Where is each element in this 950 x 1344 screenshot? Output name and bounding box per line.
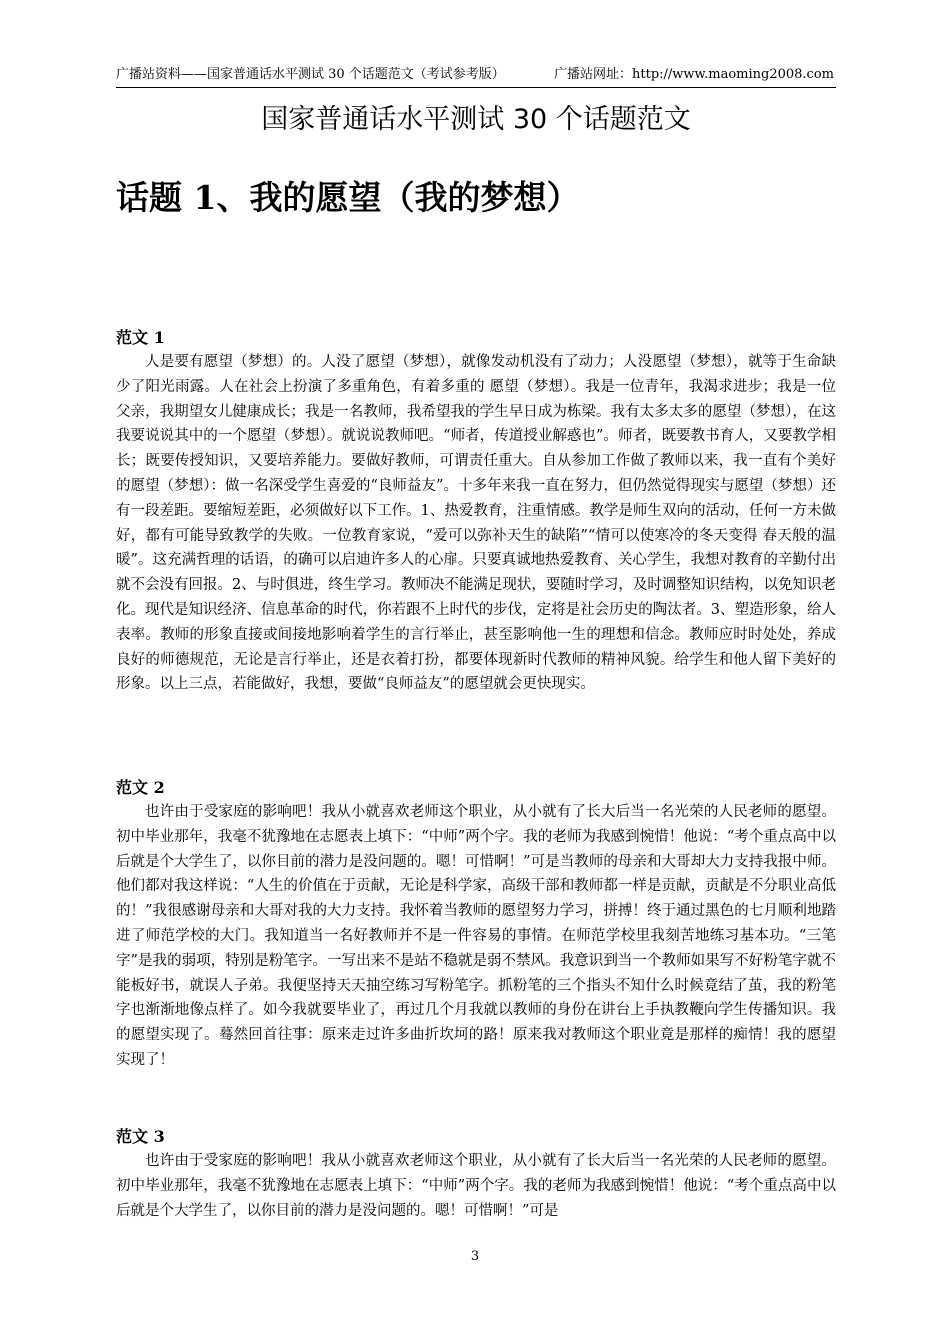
essay-section-2 — [116, 776, 836, 1073]
essay-section-3 — [116, 1125, 836, 1223]
essay-body: 人是要有愿望（梦想）的。人没了愿望（梦想），就像发动机没有了动力；人没愿望（梦想），就等于生命缺少了阳光雨露。人在社会上扮演了多重角色，有着多重的 愿望（梦想）。我是一位青年，我渴求进步；我是一位父亲，我期望女儿健康成长；我是一名教师，我希望我的学生早日成为栋梁。我有太多太多的愿望（梦想），在这我要说说其中的一个愿望（梦想）。就说说教师吧。“师者，传道授业解惑也”。师者，既要教书育人，又要教学相长；既要传授知识，又要培养能力。要做好教师，可谓责任重大。自从参加工作做了教师以来，我一直有个美好的愿望（梦想）：做一名深受学生喜爱的“良师益友”。十多年来我一直在努力，但仍然觉得现实与愿望（梦想）还有一段差距。要缩短差距，必须做好以下工作。1、热爱教育，注重情感。教学是师生双向的活动，任何一方未做好，都有可能导致教学的失败。一位教育家说，“爱可以弥补天生的缺陷”“情可以使寒冷的冬天变得 春天般的温暖”。这充满哲理的话语，的确可以启迪许多人的心扉。只要真诚地热爱教育、关心学生，我想对教育的辛勤付出就不会没有回报。2、与时俱进，终生学习。教师决不能满足现状，要随时学习，及时调整知识结构，以免知识老化。现代是知识经济、信息革命的时代，你若跟不上时代的步伐，定将是社会历史的陶汰者。3、塑造形象，给人表率。教师的形象直接或间接地影响着学生的言行举止，甚至影响他一生的理想和信念。教师应时时处处，养成良好的师德规范，无论是言行举止，还是衣着打扮，都要体现新时代教师的精神风貌。给学生和他人留下美好的形象。以上三点，若能做好，我想，要做“良师益友”的愿望就会更快现实。 — [116, 354, 836, 693]
header-left-text: 广播站资料——国家普通话水平测试 30 个话题范文（考试参考版） — [116, 67, 505, 82]
essay-heading: 范文 2 — [116, 778, 165, 797]
essay-body: 也许由于受家庭的影响吧！我从小就喜欢老师这个职业，从小就有了长大后当一名光荣的人民老师的愿望。初中毕业那年，我毫不犹豫地在志愿表上填下：“中师”两个字。我的老师为我感到惋惜！他说：“考个重点高中以后就是个大学生了，以你目前的潜力是没问题的。嗯！可惜啊！”可是 — [116, 1153, 836, 1219]
page-number: 3 — [470, 1249, 480, 1264]
running-header — [116, 66, 834, 84]
essay-section-1 — [116, 326, 836, 697]
essay-heading: 范文 1 — [116, 328, 165, 347]
essay-heading: 范文 3 — [116, 1127, 165, 1146]
topic-title: 话题 1、我的愿望（我的梦想） — [116, 178, 580, 217]
header-website-text: 广播站网址：http://www.maoming2008.com — [554, 67, 834, 82]
document-title: 国家普通话水平测试 30 个话题范文 — [261, 104, 691, 135]
header-rule — [116, 87, 836, 88]
essay-body: 也许由于受家庭的影响吧！我从小就喜欢老师这个职业，从小就有了长大后当一名光荣的人民老师的愿望。初中毕业那年，我毫不犹豫地在志愿表上填下：“中师”两个字。我的老师为我感到惋惜！他说：“考个重点高中以后就是个大学生了，以你目前的潜力是没问题的。嗯！可惜啊！”可是当教师的母亲和大哥却大力支持我报中师。他们都对我这样说：“人生的价值在于贡献，无论是科学家，高级干部和教师都一样是贡献，贡献是不分职业高低的！”我很感谢母亲和大哥对我的大力支持。我怀着当教师的愿望努力学习，拼搏！终于通过黑色的七月顺利地踏进了师范学校的大门。我知道当一名好教师并不是一件容易的事情。在师范学校里我刻苦地练习基本功。“三笔字”是我的弱项，特别是粉笔字。一写出来不是站不稳就是弱不禁风。我意识到当一个教师如果写不好粉笔字就不能板好书，就误人子弟。我便坚持天天抽空练习写粉笔字。抓粉笔的三个指头不知什么时候竟结了茧，我的粉笔字也渐渐地像点样了。如今我就要毕业了，再过几个月我就以教师的身份在讲台上手执教鞭向学生传播知识。我的愿望实现了。蓦然回首往事：原来走过许多曲折坎坷的路！原来我对教师这个职业竟是那样的痴情！我的愿望实现了！ — [116, 804, 836, 1068]
